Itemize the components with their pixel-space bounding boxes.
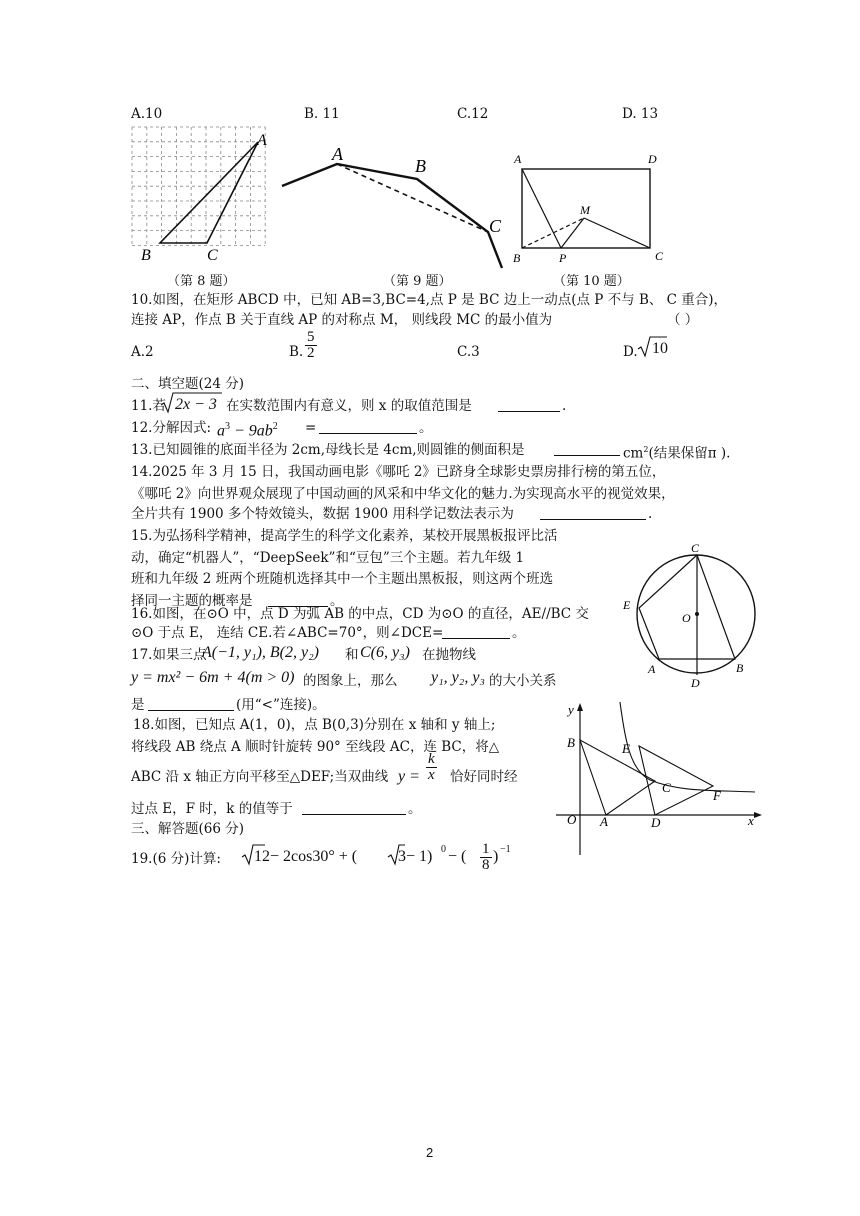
q10-line1: 10.如图，在矩形 ABCD 中，已知 AB=3,BC=4,点 P 是 BC 边上一动点(点 P 不与 B、 C 重合)， — [131, 292, 728, 308]
q12-answer-blank[interactable] — [319, 419, 417, 434]
triangle-abc — [160, 142, 258, 243]
q10-option-c: C.3 — [457, 344, 480, 360]
q12-expression — [217, 418, 278, 440]
q15-end: 。 — [330, 593, 344, 609]
q19-radicand-3: 3 — [398, 848, 406, 865]
q17-vars: y₁, y₂, y₃ — [431, 669, 485, 686]
label-b: B — [567, 735, 575, 750]
q19-part3: − ( — [448, 848, 467, 865]
label-b: B — [736, 661, 744, 675]
q17-point-c: C(6, y₃) — [360, 644, 410, 661]
q10-line2: 连接 AP，作点 B 关于直线 AP 的对称点 M， 则线段 MC 的最小值为 — [131, 312, 553, 328]
label-e: E — [622, 741, 630, 756]
option-b: B. 11 — [304, 106, 340, 122]
q11-answer-blank[interactable] — [498, 397, 560, 412]
q10-paren: （ ） — [667, 312, 699, 328]
q18-hyperbola-fraction — [426, 752, 437, 783]
q11-suffix: 在实数范围内有意义，则 x 的取值范围是 — [226, 398, 472, 414]
label-x: x — [748, 813, 754, 828]
q18-line4-prefix: 过点 E，F 时，k 的值等于 — [131, 801, 293, 817]
q10-option-d-prefix: D. — [623, 344, 638, 360]
q16-line2: ⊙O 于点 E， 连结 CE.若∠ABC=70°，则∠DCE= — [131, 625, 444, 641]
q18-line3-suffix: 恰好同时经 — [450, 769, 518, 785]
q17-parabola: y = mx² − 6m + 4(m > 0) — [131, 669, 295, 686]
q12-equals: = — [305, 420, 317, 436]
q14-line3: 全片共有 1900 多个特效镜头，数据 1900 用科学记数法表示为 — [131, 506, 514, 522]
q18-line1: 18.如图，已知点 A(1，0)，点 B(0,3)分别在 x 轴和 y 轴上; — [133, 717, 496, 733]
caption-fig8: （第 8 题） — [167, 274, 236, 289]
fraction-numerator: 1 — [482, 841, 490, 857]
label-d: D — [651, 815, 661, 830]
q13-answer-blank[interactable] — [554, 441, 620, 456]
fraction-numerator: 5 — [307, 329, 315, 345]
q19-part4: ) — [493, 848, 499, 865]
fraction-numerator: k — [428, 751, 435, 767]
label-c: C — [207, 247, 218, 264]
q16-answer-blank[interactable] — [442, 624, 510, 639]
q17-relation: 的大小关系 — [489, 673, 557, 689]
figure-8 — [130, 125, 280, 265]
q17-mid: 的图象上，那么 — [303, 673, 398, 689]
section-2-heading: 二、填空题(24 分) — [131, 376, 245, 392]
q15-line3: 班和九年级 2 班两个班随机选择其中一个主题出黑板报，则这两个班选 — [131, 571, 554, 587]
term: − 9ab — [230, 422, 273, 440]
figure-9 — [280, 140, 510, 270]
q17-answer-blank[interactable] — [148, 696, 234, 711]
q19-radicand-12: 12 — [254, 848, 270, 865]
label-o: O — [567, 812, 577, 827]
label-e: E — [623, 598, 631, 612]
label-c: C — [662, 780, 671, 795]
q17-suffix: 在抛物线 — [422, 647, 476, 663]
fraction-denominator: 2 — [307, 345, 315, 361]
page-number: 2 — [426, 1145, 434, 1160]
option-c: C.12 — [457, 106, 489, 122]
label-c: C — [489, 216, 502, 236]
q19-part1: − 2cos30° + ( — [270, 848, 358, 865]
q12-prefix: 12.分解因式: — [131, 420, 212, 436]
unit: cm — [623, 445, 644, 462]
q19-exp0: 0 — [441, 844, 446, 855]
label-d: D — [691, 676, 700, 690]
section-3-heading: 三、解答题(66 分) — [131, 821, 245, 837]
q19-fraction — [480, 842, 492, 873]
label-c: C — [655, 249, 664, 263]
q17-prefix: 17.如果三点 — [131, 647, 207, 663]
q14-line1: 14.2025 年 3 月 15 日，我国动画电影《哪吒 2》已跻身全球影史票房排行榜的第五位， — [131, 464, 666, 480]
label-b: B — [141, 247, 151, 264]
label-c: C — [691, 541, 700, 555]
q17-line3-suffix: (用“<”连接)。 — [236, 697, 326, 713]
tail: (结果保留π ). — [648, 445, 731, 462]
label-y: y — [568, 702, 574, 717]
label-m: M — [580, 203, 590, 217]
figure-16 — [618, 538, 758, 688]
label-o: O — [682, 611, 691, 625]
q14-answer-blank[interactable] — [540, 505, 646, 520]
q10-option-b-prefix: B. — [289, 344, 304, 360]
option-d: D. 13 — [622, 106, 659, 122]
label-a: A — [332, 144, 343, 164]
q10-option-b-fraction — [305, 330, 317, 361]
var-a: a — [217, 422, 225, 440]
label-b: B — [415, 156, 426, 176]
exponent: 2 — [272, 421, 278, 432]
q17-line3-prefix: 是 — [131, 697, 145, 713]
q17-and: 和 — [345, 647, 359, 663]
q10-option-a: A.2 — [131, 344, 154, 360]
option-a: A.10 — [131, 106, 163, 122]
exponent: 3 — [225, 421, 230, 432]
q19-part2: − 1) — [406, 848, 433, 865]
q15-line2: 动，确定“机器人”，“DeepSeek”和“豆包”三个主题。若九年级 1 — [131, 550, 525, 566]
q19-exp-neg1: −1 — [500, 844, 511, 855]
q14-end: . — [648, 506, 653, 522]
q16-line1: 16.如图，在⊙O 中，点 D 为弧 AB 的中点，CD 为⊙O 的直径，AE//BC 交 — [131, 606, 589, 622]
figure-18 — [550, 700, 770, 860]
q14-line2: 《哪吒 2》向世界观众展现了中国动画的风采和中华文化的魅力.为实现高水平的视觉效果， — [131, 486, 675, 502]
label-a: A — [648, 662, 656, 676]
q18-end: 。 — [408, 801, 422, 817]
fraction-denominator: 8 — [482, 857, 490, 873]
q18-line2: 将线段 AB 绕点 A 顺时针旋转 90° 至线段 AC，连 BC，将△ — [131, 739, 500, 755]
label-p: P — [559, 251, 567, 265]
label-f: F — [713, 788, 721, 803]
q16-end: 。 — [512, 625, 526, 641]
label-a: A — [257, 132, 267, 149]
q15-line1: 15.为弘扬科学精神，提高学生的科学文化素养，某校开展黑板报评比活 — [131, 528, 558, 544]
unit-exponent: 2 — [643, 445, 649, 454]
label-a: A — [600, 814, 608, 829]
q13-unit — [623, 441, 730, 463]
q12-end: 。 — [419, 420, 433, 436]
q11-radicand: 2x − 3 — [175, 396, 217, 413]
q19-prefix: 19.(6 分)计算: — [131, 851, 221, 867]
q17-points: A(−1, y₁), B(2, y₂) — [202, 644, 319, 661]
q18-hyperbola-y: y = — [398, 768, 420, 785]
q13-text: 13.已知圆锥的底面半径为 2cm,母线长是 4cm,则圆锥的侧面积是 — [131, 442, 525, 458]
q18-answer-blank[interactable] — [302, 800, 406, 815]
caption-fig9: （第 9 题） — [383, 274, 452, 289]
q15-line4: 择同一主题的概率是 — [131, 593, 253, 609]
fraction-denominator: x — [428, 767, 435, 783]
label-a: A — [514, 152, 522, 166]
q10-option-d-radicand: 10 — [652, 340, 668, 357]
q11-end: . — [562, 398, 567, 414]
figure-10 — [510, 150, 670, 270]
label-d: D — [648, 152, 657, 166]
caption-fig10: （第 10 题） — [553, 274, 630, 289]
q11-prefix: 11.若 — [131, 398, 166, 414]
label-b: B — [513, 251, 521, 265]
q18-line3-prefix: ABC 沿 x 轴正方向平移至△DEF;当双曲线 — [131, 769, 389, 785]
